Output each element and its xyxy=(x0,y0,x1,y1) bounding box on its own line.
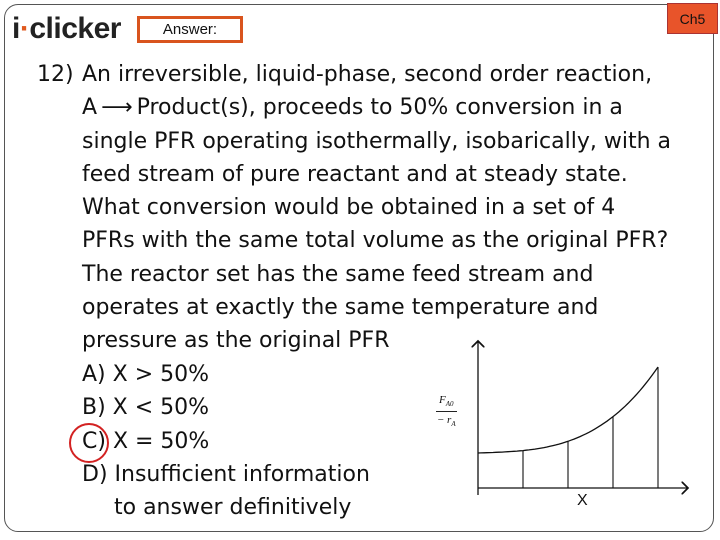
question-line: single PFR operating isothermally, isobarically, with a xyxy=(82,128,671,154)
answer-label: Answer: xyxy=(162,21,218,38)
chapter-badge xyxy=(667,3,718,34)
reactor-divisions xyxy=(523,367,658,488)
question-line: pressure as the original PFR xyxy=(82,328,390,354)
question-text xyxy=(82,58,702,358)
selected-answer-circle xyxy=(69,423,109,463)
question-line: The reactor set has the same feed stream and xyxy=(82,261,594,287)
levenspiel-plot xyxy=(420,335,700,505)
logo-suffix: clicker xyxy=(29,12,121,45)
answer-options xyxy=(82,358,370,524)
option-c[interactable]: C) X = 50% xyxy=(82,428,210,454)
iclicker-logo xyxy=(12,12,121,46)
question-line: PFRs with the same total volume as the original PFR? xyxy=(82,228,669,254)
reactant-label: A xyxy=(82,95,98,121)
y-axis-label-numerator: $F_{A0}$ xyxy=(436,394,457,412)
question-line: An irreversible, liquid-phase, second order reaction, xyxy=(82,62,653,87)
question-line: feed stream of pure reactant and at steady state. xyxy=(82,161,628,187)
question-number: 12) xyxy=(37,62,74,87)
chapter-badge-label: Ch5 xyxy=(679,10,706,27)
option-d-continued: to answer definitively xyxy=(114,495,352,521)
x-axis-label: X xyxy=(577,492,588,509)
question-line: Product(s), proceeds to 50% conversion in a xyxy=(136,95,623,121)
option-b[interactable]: B) X < 50% xyxy=(82,395,210,421)
answer-box[interactable] xyxy=(137,16,243,43)
option-a[interactable]: A) X > 50% xyxy=(82,362,210,387)
logo-prefix: i xyxy=(12,12,20,45)
rate-curve xyxy=(478,367,658,453)
y-axis-label-denominator: − $r_A$ xyxy=(436,414,456,429)
logo-dot: · xyxy=(19,12,30,45)
y-axis-label xyxy=(436,394,457,430)
question-line: operates at exactly the same temperature and xyxy=(82,295,599,321)
reaction-arrow-icon: ⟶ xyxy=(101,95,133,121)
question-line-reaction xyxy=(82,91,702,124)
option-d[interactable]: D) Insufficient information xyxy=(82,461,370,487)
question-line: What conversion would be obtained in a set of 4 xyxy=(82,195,616,221)
